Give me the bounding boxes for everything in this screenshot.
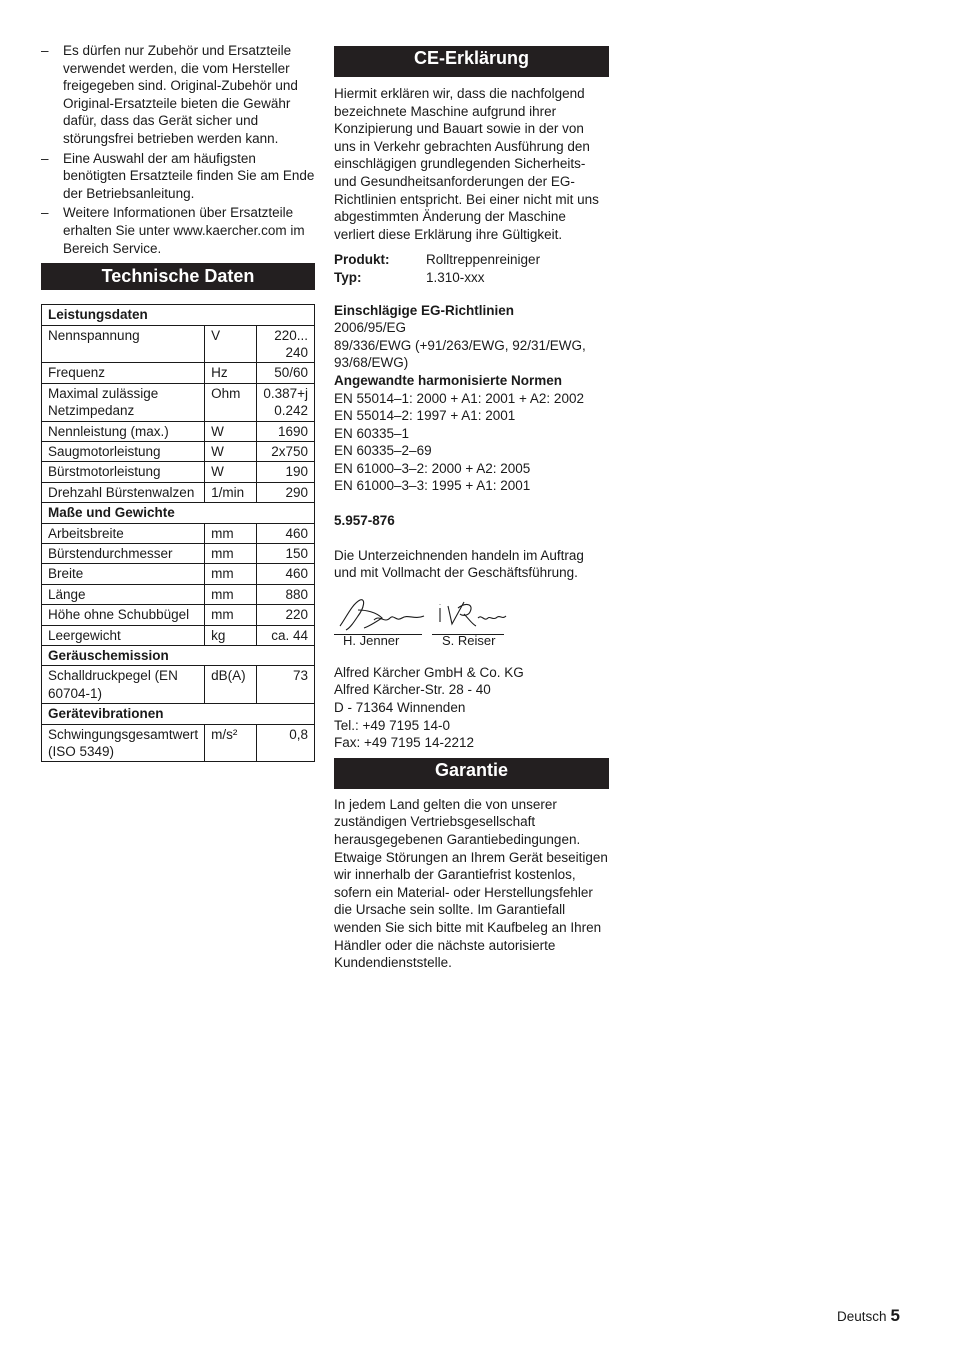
table-row	[42, 625, 315, 645]
spec-value-cell: 460	[257, 564, 315, 584]
spec-value-cell: 150	[257, 544, 315, 564]
spec-name-cell: Saugmotorleistung	[42, 441, 205, 461]
spec-unit-cell: dB(A)	[205, 666, 257, 704]
table-group-row	[42, 305, 315, 325]
spec-name-cell: Höhe ohne Schubbügel	[42, 605, 205, 625]
spec-unit-cell: mm	[205, 564, 257, 584]
signatures	[334, 592, 609, 648]
table-row	[42, 462, 315, 482]
spec-unit-cell: W	[205, 462, 257, 482]
spec-unit-cell: mm	[205, 544, 257, 564]
spec-unit-cell: 1/min	[205, 482, 257, 502]
spec-name-cell: Länge	[42, 584, 205, 604]
table-row	[42, 441, 315, 461]
spec-name-cell: Breite	[42, 564, 205, 584]
table-row	[42, 724, 315, 762]
spec-value-cell: 1690	[257, 421, 315, 441]
address-line: Alfred Kärcher-Str. 28 - 40	[334, 682, 491, 698]
norm-item: EN 61000–3–2: 2000 + A2: 2005	[334, 460, 531, 476]
signatories-text: Die Unterzeichnenden handeln im Auftrag und mit Vollmacht der Geschäftsführung.	[334, 547, 584, 581]
garantie-heading: Garantie	[334, 758, 609, 789]
spec-name-cell: Leergewicht	[42, 625, 205, 645]
spec-unit-cell: V	[205, 325, 257, 363]
table-row	[42, 666, 315, 704]
norm-item: EN 55014–2: 1997 + A1: 2001	[334, 408, 516, 424]
product-spec	[334, 251, 540, 286]
spec-value-cell: 460	[257, 523, 315, 543]
table-row	[42, 421, 315, 441]
spec-unit-cell: Hz	[205, 363, 257, 383]
spec-unit-cell: W	[205, 441, 257, 461]
garantie-text: In jedem Land gelten die von unserer zuständigen Vertriebsgesellschaft herausgegebenen Garantiebedingungen. Etwaige Störungen an Ihrem Gerät beseitigen wir innerhalb der Garantiefrist kostenlos, sofern ein Material- oder Herstellungsfehler die Ursache sein sollte. Im Garantiefall wenden Sie sich bitte mit Kaufbeleg an Ihren Händler oder die nächste autorisierte Kundendienststelle.	[334, 796, 608, 971]
address-line: Fax: +49 7195 14-2212	[334, 735, 474, 751]
middle-column	[334, 46, 609, 972]
table-row	[42, 605, 315, 625]
page-number: 5	[890, 1306, 900, 1325]
note-item: – Es dürfen nur Zubehör und Ersatzteile verwendet werden, die vom Hersteller freigegeben sind. Original-Zubehör und Original-Ersatzteile bieten die Gewähr dafür, dass das Gerät sicher und störungsfrei betrieben werden kann.	[41, 43, 298, 146]
spec-unit-cell: kg	[205, 625, 257, 645]
table-row	[42, 363, 315, 383]
spec-value-cell: 190	[257, 462, 315, 482]
directive-item: 2006/95/EG	[334, 320, 407, 336]
address-line: D - 71364 Winnenden	[334, 700, 466, 716]
spec-value-cell: 0,8	[257, 724, 315, 762]
norms-title: Angewandte harmonisierte Normen	[334, 372, 563, 388]
spec-name-cell: Bürstendurchmesser	[42, 544, 205, 564]
spec-name-cell: Frequenz	[42, 363, 205, 383]
page-footer	[837, 1307, 900, 1326]
tech-data-table	[41, 304, 315, 762]
type-label: Typ:	[334, 269, 362, 285]
left-column	[41, 42, 315, 762]
ce-heading: CE-Erklärung	[334, 46, 609, 77]
footer-language: Deutsch	[837, 1309, 887, 1324]
table-row	[42, 544, 315, 564]
spec-value-cell: ca. 44	[257, 625, 315, 645]
table-row	[42, 564, 315, 584]
spec-unit-cell: mm	[205, 523, 257, 543]
spec-unit-cell: mm	[205, 584, 257, 604]
norm-item: EN 60335–1	[334, 425, 410, 441]
table-group-row	[42, 704, 315, 724]
type-value: 1.310-xxx	[426, 269, 485, 285]
product-value: Rolltreppenreiniger	[426, 252, 541, 268]
table-group-row	[42, 646, 315, 666]
table-group-title: Geräuschemission	[42, 646, 315, 666]
norm-item: EN 55014–1: 2000 + A1: 2001 + A2: 2002	[334, 390, 584, 406]
spec-name-cell: Arbeitsbreite	[42, 523, 205, 543]
spec-value-cell: 880	[257, 584, 315, 604]
directive-item: 89/336/EWG (+91/263/EWG, 92/31/EWG, 93/68/EWG)	[334, 337, 586, 371]
spec-value-cell: 50/60	[257, 363, 315, 383]
note-item: – Weitere Informationen über Ersatzteile erhalten Sie unter www.kaercher.com im Bereich Service.	[41, 205, 305, 256]
directives-title: Einschlägige EG-Richtlinien	[334, 302, 515, 318]
spec-name-cell: Maximal zulässige Netzimpedanz	[42, 383, 205, 421]
address-line: Alfred Kärcher GmbH & Co. KG	[334, 664, 524, 680]
spec-unit-cell: Ohm	[205, 383, 257, 421]
signature-reiser-icon	[436, 598, 508, 634]
table-group-row	[42, 503, 315, 523]
notes-list	[41, 42, 315, 257]
table-group-title: Gerätevibrationen	[42, 704, 315, 724]
spec-value-cell: 2x750	[257, 441, 315, 461]
table-row	[42, 383, 315, 421]
spec-value-cell: 290	[257, 482, 315, 502]
spec-unit-cell: mm	[205, 605, 257, 625]
address-line: Tel.: +49 7195 14-0	[334, 717, 450, 733]
product-label: Produkt:	[334, 252, 390, 268]
tech-heading: Technische Daten	[41, 263, 315, 290]
spec-value-cell: 220	[257, 605, 315, 625]
spec-value-cell: 0.387+j 0.242	[257, 383, 315, 421]
spec-value-cell: 220... 240	[257, 325, 315, 363]
directives-block	[334, 302, 609, 496]
table-row	[42, 325, 315, 363]
table-group-title: Maße und Gewichte	[42, 503, 315, 523]
table-group-title: Leistungsdaten	[42, 305, 315, 325]
spec-name-cell: Bürstmotorleistung	[42, 462, 205, 482]
note-item: – Eine Auswahl der am häufigsten benötigten Ersatzteile finden Sie am Ende der Betriebsanleitung.	[41, 150, 315, 201]
spec-name-cell: Drehzahl Bürstenwalzen	[42, 482, 205, 502]
spec-name-cell: Nennspannung	[42, 325, 205, 363]
ce-intro: Hiermit erklären wir, dass die nachfolgend bezeichnete Maschine aufgrund ihrer Konzipierung und Bauart sowie in der von uns in Verkehr gebrachten Ausführung den einschlägigen grundlegenden Sicherheits- und Gesundheitsanforderungen der EG-Richtlinien entspricht. Bei einer nicht mit uns abgestimmten Änderung der Maschine verliert diese Erklärung ihre Gültigkeit.	[334, 86, 599, 242]
table-row	[42, 482, 315, 502]
spec-unit-cell: m/s²	[205, 724, 257, 762]
spec-value-cell: 73	[257, 666, 315, 704]
signer1-name: H. Jenner	[343, 632, 400, 648]
spec-unit-cell: W	[205, 421, 257, 441]
norm-item: EN 61000–3–3: 1995 + A1: 2001	[334, 478, 531, 494]
signature-jenner-icon	[336, 596, 428, 636]
spec-name-cell: Schwingungsgesamtwert (ISO 5349)	[42, 724, 205, 762]
company-address	[334, 664, 609, 752]
table-row	[42, 523, 315, 543]
signer2-name: S. Reiser	[442, 632, 496, 648]
spec-name-cell: Schalldruckpegel (EN 60704-1)	[42, 666, 205, 704]
table-row	[42, 584, 315, 604]
document-number: 5.957-876	[334, 513, 395, 529]
spec-name-cell: Nennleistung (max.)	[42, 421, 205, 441]
norm-item: EN 60335–2–69	[334, 443, 432, 459]
